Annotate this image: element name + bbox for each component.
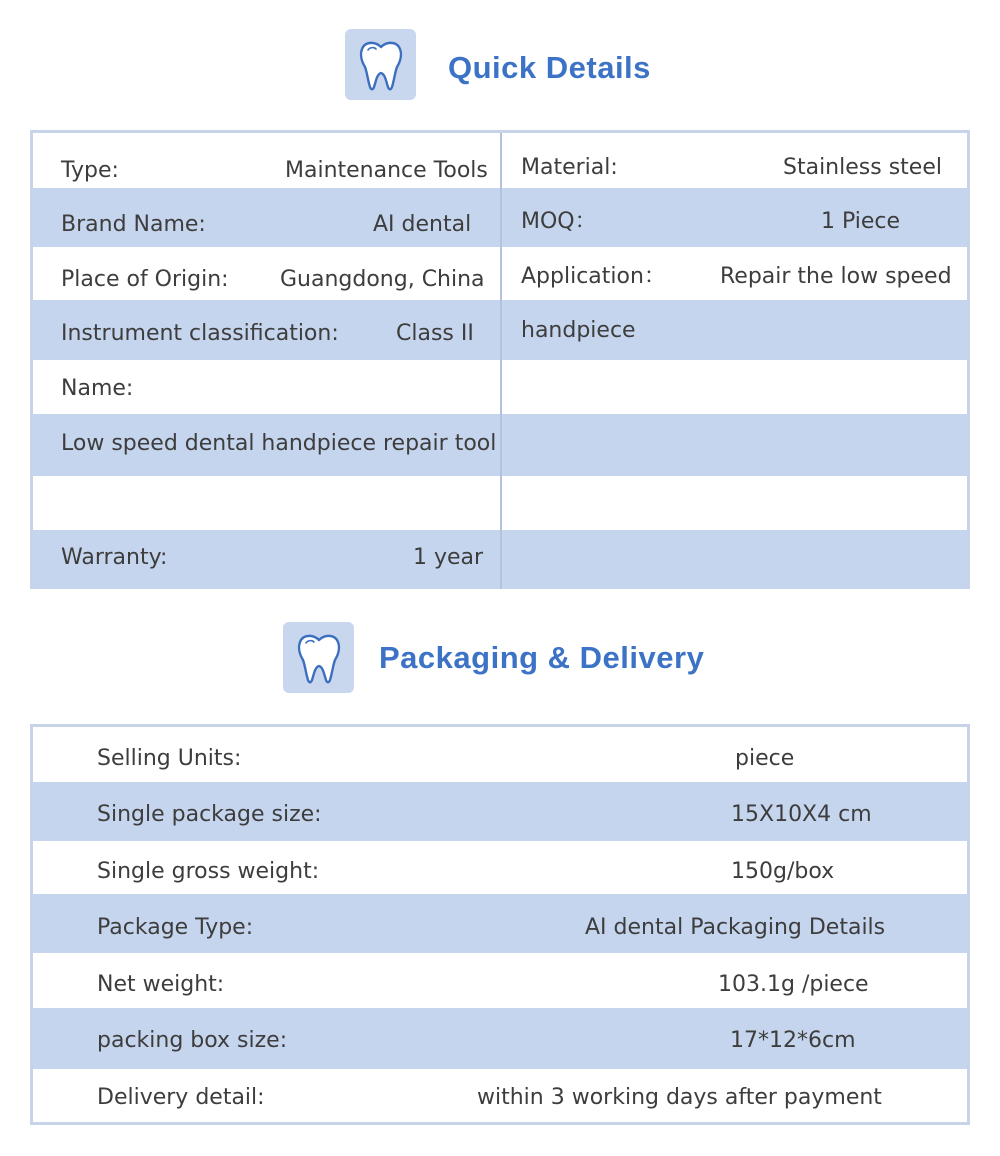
single-gross-weight-label: Single gross weight: [97,859,320,884]
material-value: Stainless steel [783,155,942,180]
moq-label: MOQ： [521,209,597,234]
packaging-table [30,724,970,1125]
material-label: Material: [521,155,618,180]
package-type-value: AI dental Packaging Details [585,915,886,940]
application-value-continued: handpiece [521,318,636,343]
delivery-detail-label: Delivery detail: [97,1085,265,1110]
warranty-label: Warranty: [61,545,168,570]
brand-name-label: Brand Name: [61,212,206,237]
instrument-classification-label: Instrument classification: [61,321,339,346]
name-label: Name: [61,376,134,401]
tooth-icon [358,38,404,92]
packing-box-size-label: packing box size: [97,1028,288,1053]
brand-name-value: AI dental [373,212,472,237]
package-type-label: Package Type: [97,915,254,940]
instrument-classification-value: Class II [396,321,474,346]
name-value: Low speed dental handpiece repair tool [61,431,497,456]
application-value: Repair the low speed [720,264,952,289]
single-package-size-value: 15X10X4 cm [731,802,872,827]
single-package-size-label: Single package size: [97,802,322,827]
selling-units-value: piece [735,746,795,771]
delivery-detail-value: within 3 working days after payment [477,1085,882,1110]
net-weight-value: 103.1g /piece [718,972,869,997]
type-value: Maintenance Tools [285,158,488,183]
tooth-icon-box [283,622,354,693]
moq-value: 1 Piece [821,209,901,234]
warranty-value: 1 year [413,545,484,570]
column-divider [500,133,502,589]
place-of-origin-value: Guangdong, China [280,267,485,292]
type-label: Type: [61,158,119,183]
packing-box-size-value: 17*12*6cm [730,1028,856,1053]
single-gross-weight-value: 150g/box [731,859,835,884]
packaging-delivery-title: Packaging & Delivery [379,640,705,675]
place-of-origin-label: Place of Origin: [61,267,229,292]
quick-details-table [30,130,970,589]
selling-units-label: Selling Units: [97,746,242,771]
application-label: Application： [521,264,666,289]
net-weight-label: Net weight: [97,972,225,997]
quick-details-title: Quick Details [448,50,651,85]
tooth-icon [296,631,342,685]
tooth-icon-box [345,29,416,100]
